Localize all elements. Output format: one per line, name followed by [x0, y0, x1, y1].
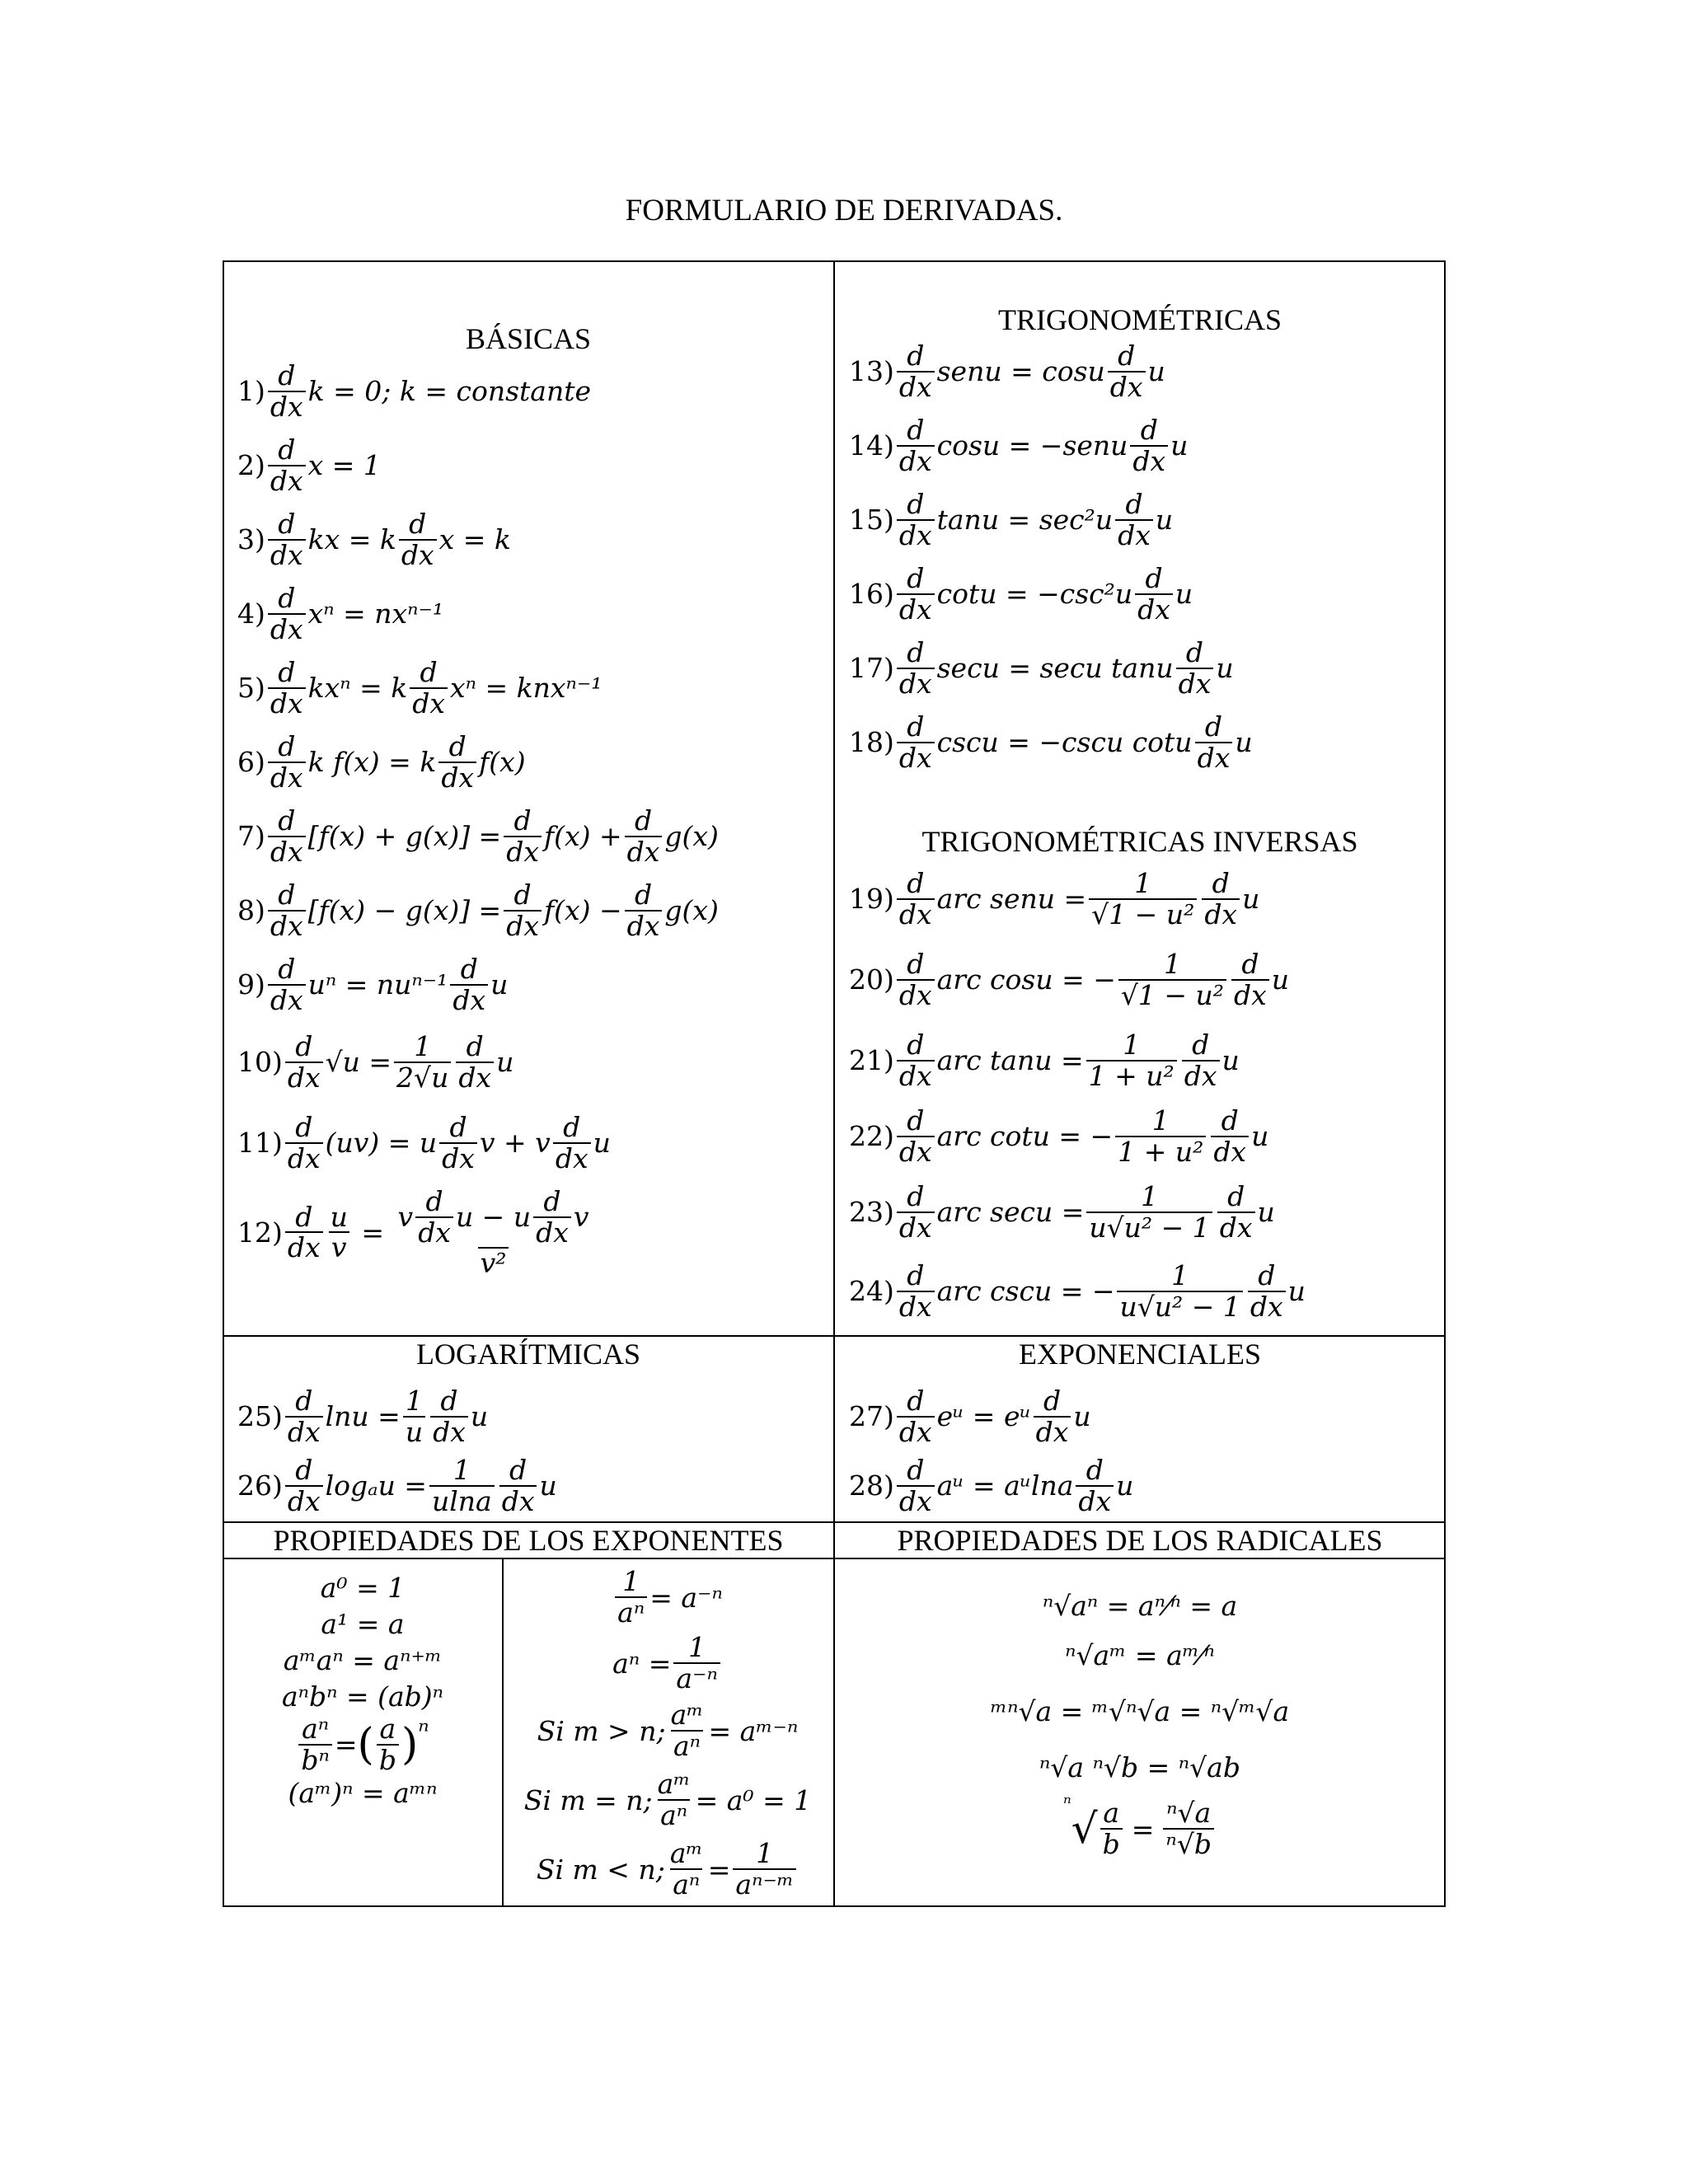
property-row: $\frac{\text{aⁿ}}{\text{bⁿ}}$ = ( $\frac{a}{b}$ ) ⁿ [296, 1714, 429, 1774]
formula-body: u [1287, 1275, 1306, 1308]
formula-row [237, 1455, 557, 1516]
property-row: Si m = n; $\frac{\text{aᵐ}}{\text{aⁿ}}$ = a⁰ = 1 [523, 1768, 812, 1831]
formula-number: 13) [849, 355, 894, 388]
derivative-operator: $\frac{d}{dx}$ [268, 658, 306, 718]
table-divider [223, 1558, 1446, 1559]
derivative-operator: $\frac{d}{dx}$ [1231, 949, 1269, 1010]
formula-number: 3) [237, 523, 265, 556]
formula-body: v + v [479, 1127, 551, 1160]
formula-number: 10) [237, 1046, 283, 1079]
formula-body: k f(x) = k [307, 746, 437, 779]
formula-row [849, 1182, 1275, 1242]
formula-number: 8) [237, 894, 265, 927]
formula-row [849, 341, 1165, 401]
derivative-operator: $\frac{d}{dx}$ [897, 869, 935, 929]
formula-body: tanu = sec²u [936, 504, 1114, 537]
derivative-operator: $\frac{d}{dx}$ [897, 490, 935, 550]
property-row: (aᵐ)ⁿ = aᵐⁿ [288, 1776, 438, 1809]
formula-body: kxⁿ = k [307, 672, 408, 705]
formula-body: [f(x) − g(x)] = [307, 894, 502, 927]
fraction: $\frac{u}{v}$ [330, 1200, 348, 1264]
formula-body: u [1242, 883, 1260, 916]
formula-number: 12) [237, 1216, 283, 1249]
derivative-operator: $\frac{d}{dx}$ [399, 509, 437, 569]
formula-body: f(x) + [543, 820, 622, 853]
formula-number: 4) [237, 598, 265, 630]
derivative-operator: $\frac{d}{dx}$ [1195, 712, 1233, 772]
formula-number: 23) [849, 1196, 894, 1229]
formula-body: arc cscu = − [936, 1275, 1115, 1308]
property-row: aⁿ = $\frac{1}{\text{a⁻ⁿ}}$ [612, 1630, 723, 1696]
formula-number: 21) [849, 1044, 894, 1077]
exponent-properties-basic [224, 1569, 501, 1811]
formula-number: 14) [849, 429, 894, 462]
formula-number: 2) [237, 449, 265, 482]
derivative-operator: $\frac{d}{dx}$ [897, 1030, 935, 1090]
formula-body: u [490, 968, 509, 1001]
formula-row [237, 435, 381, 495]
formula-row [849, 1030, 1240, 1090]
formula-row [237, 361, 591, 421]
derivative-operator: $\frac{d}{dx}$ [897, 1261, 935, 1321]
formula-body: arc tanu = [936, 1044, 1084, 1077]
formula-row [849, 1455, 1133, 1516]
formula-body: f(x) [479, 746, 526, 779]
formula-number: 1) [237, 375, 265, 408]
formula-row [237, 583, 443, 644]
derivative-operator: $\frac{d}{dx}$ [439, 1113, 477, 1173]
derivative-operator: $\frac{d}{dx}$ [897, 1182, 935, 1242]
derivative-operator: $\frac{d}{dx}$ [450, 954, 488, 1015]
property-row: ⁿ√a ⁿ√b = ⁿ√ab [1039, 1750, 1240, 1783]
formula-body: u [1147, 355, 1165, 388]
formula-number: 28) [849, 1469, 894, 1502]
formula-number: 11) [237, 1127, 283, 1160]
formula-row [237, 806, 719, 866]
formula-row [237, 658, 602, 718]
derivative-operator: $\frac{d}{dx}$ [268, 954, 306, 1015]
derivative-operator: $\frac{d}{dx}$ [625, 806, 663, 866]
formula-row [849, 1261, 1306, 1321]
derivative-operator: $\frac{d}{dx}$ [268, 583, 306, 644]
derivative-operator: $\frac{d}{dx}$ [897, 638, 935, 698]
fraction: $\frac{1}{\text{1 + u²}}$ [1086, 1030, 1177, 1090]
radical-properties [835, 1581, 1445, 1866]
formula-body: k = 0; k = constante [307, 375, 591, 408]
formula-body: uⁿ = nuⁿ⁻¹ [307, 968, 448, 1001]
formula-body: cscu = −cscu cotu [936, 726, 1193, 759]
formula-body: arc cotu = − [936, 1120, 1114, 1153]
property-row: ⁿ √ $\frac{a}{b}$ = $\frac{\text{ⁿ√a}}{\text{ⁿ√b}}$ [1063, 1792, 1217, 1866]
formula-body: logₐu = [325, 1469, 427, 1502]
fraction: $\frac{1}{2√u}$ [394, 1032, 451, 1092]
derivative-operator: $\frac{d}{dx}$ [1034, 1386, 1071, 1446]
formula-body: cosu = −senu [936, 429, 1128, 462]
derivative-operator: $\frac{d}{dx}$ [268, 806, 306, 866]
derivative-operator: $\frac{d}{dx}$ [285, 1113, 323, 1173]
formula-number: 5) [237, 672, 265, 705]
derivative-operator: $\frac{d}{dx}$ [285, 1386, 323, 1446]
formula-body: arc senu = [936, 883, 1087, 916]
section-prop-rad: PROPIEDADES DE LOS RADICALES [897, 1524, 1383, 1557]
section-exp: EXPONENCIALES [1019, 1338, 1261, 1371]
derivative-operator: $\frac{d}{dx}$ [285, 1202, 323, 1263]
formula-body: cotu = −csc²u [936, 578, 1133, 611]
formula-body: u [496, 1046, 514, 1079]
formula-body: g(x) [664, 820, 719, 853]
fraction: $\frac{1}{\text{1 + u²}}$ [1115, 1106, 1206, 1166]
derivative-operator: $\frac{d}{dx}$ [897, 949, 935, 1010]
property-row: a¹ = a [321, 1607, 405, 1640]
section-trig: TRIGONOMÉTRICAS [997, 303, 1282, 336]
derivative-operator: $\frac{d}{dx}$ [1182, 1030, 1220, 1090]
formula-body: aᵘ = aᵘlna [936, 1469, 1074, 1502]
derivative-operator: $\frac{d}{dx}$ [1076, 1455, 1114, 1516]
derivative-operator: $\frac{d}{dx}$ [897, 341, 935, 401]
property-row: ⁿ√aᵐ = aᵐ⁄ⁿ [1065, 1638, 1215, 1671]
formula-body: u [1251, 1120, 1269, 1153]
formula-body: x = k [438, 523, 511, 556]
property-row: ⁿ√aⁿ = aⁿ⁄ⁿ = a [1042, 1589, 1238, 1622]
formula-row [849, 490, 1173, 550]
formula-number: 7) [237, 820, 265, 853]
formula-number: 9) [237, 968, 265, 1001]
formula-body: u [470, 1400, 489, 1433]
formula-body: eᵘ = eᵘ [936, 1400, 1031, 1433]
derivative-operator: $\frac{d}{dx}$ [553, 1113, 591, 1173]
formula-row [849, 415, 1188, 476]
fraction: $\frac{1}{\text{u√u² − 1}}$ [1117, 1261, 1242, 1321]
formula-number: 19) [849, 883, 894, 916]
property-row: Si m > n; $\frac{\text{aᵐ}}{\text{aⁿ}}$ = aᵐ⁻ⁿ [537, 1699, 799, 1762]
formula-number: 24) [849, 1275, 894, 1308]
formula-row [849, 638, 1234, 698]
derivative-operator: $\frac{d}{dx}$ [1135, 564, 1173, 624]
formula-body: u [539, 1469, 557, 1502]
derivative-operator: $\frac{d}{dx}$ [625, 880, 663, 940]
formula-body: u [1155, 504, 1174, 537]
derivative-operator: $\frac{d}{dx}$ [1202, 869, 1240, 929]
formula-body: xⁿ = knxⁿ⁻¹ [449, 672, 603, 705]
derivative-operator: $\frac{d}{dx}$ [285, 1455, 323, 1516]
formula-row [849, 1106, 1268, 1166]
formula-row [849, 949, 1289, 1010]
formula-body: u [1170, 429, 1189, 462]
formula-body: [f(x) + g(x)] = [307, 820, 502, 853]
derivative-operator: $\frac{d}{dx}$ [1217, 1182, 1255, 1242]
formula-body: √u = [325, 1046, 392, 1079]
derivative-operator: $\frac{d}{dx}$ [430, 1386, 468, 1446]
page-title: FORMULARIO DE DERIVADAS. [625, 194, 1063, 227]
formula-row [237, 509, 511, 569]
property-row: aᵐaⁿ = aⁿ⁺ᵐ [283, 1643, 443, 1676]
fraction: $\frac{1}{\text{√1 − u²}}$ [1118, 949, 1226, 1010]
exponent-properties-quotient [504, 1564, 832, 1904]
formula-body: arc secu = [936, 1196, 1085, 1229]
formula-body: x = 1 [307, 449, 381, 482]
formula-body: arc cosu = − [936, 963, 1116, 996]
formula-body: u [1073, 1400, 1091, 1433]
derivative-operator: $\frac{d}{dx}$ [897, 1455, 935, 1516]
derivative-operator: $\frac{d}{dx}$ [268, 509, 306, 569]
derivative-operator: $\frac{d}{dx}$ [897, 1106, 935, 1166]
formula-number: 18) [849, 726, 894, 759]
derivative-operator: $\frac{d}{dx}$ [1211, 1106, 1249, 1166]
formula-row [849, 1386, 1091, 1446]
formula-row [237, 954, 508, 1015]
fraction: $\frac{1}{\text{u√u² − 1}}$ [1086, 1182, 1212, 1242]
formula-row [849, 564, 1193, 624]
section-trig-inv: TRIGONOMÉTRICAS INVERSAS [921, 825, 1358, 858]
formula-row [237, 1113, 611, 1173]
formula-body: lnu = [325, 1400, 401, 1433]
formula-body: secu = secu tanu [936, 652, 1174, 685]
section-basicas: BÁSICAS [465, 322, 592, 355]
formula-number: 16) [849, 578, 894, 611]
formula-body: kx = k [307, 523, 396, 556]
derivative-operator: $\frac{d}{dx}$ [897, 415, 935, 476]
formula-body: u [1257, 1196, 1275, 1229]
derivative-operator: $\frac{d}{dx}$ [268, 435, 306, 495]
derivative-operator: $\frac{d}{dx}$ [504, 880, 542, 940]
formula-row [237, 1386, 488, 1446]
derivative-operator: $\frac{d}{dx}$ [410, 658, 448, 718]
formula-body: u [1221, 1044, 1240, 1077]
formula-body: (uv) = u [325, 1127, 438, 1160]
formula-body: senu = cosu [936, 355, 1105, 388]
formula-number: 17) [849, 652, 894, 685]
property-row: $\frac{1}{\text{aⁿ}}$ = a⁻ⁿ [612, 1564, 723, 1630]
formula-row [849, 712, 1253, 772]
derivative-operator: $\frac{d}{dx}$ [268, 361, 306, 421]
derivative-operator: $\frac{d}{dx}$ [1248, 1261, 1286, 1321]
derivative-operator: $\frac{d}{dx}$ [1176, 638, 1214, 698]
derivative-operator: $\frac{d}{dx}$ [499, 1455, 537, 1516]
fraction: $\frac{1}{ulna}$ [429, 1455, 495, 1516]
derivative-operator: $\frac{d}{dx}$ [897, 1386, 935, 1446]
derivative-operator: $\frac{d}{dx}$ [504, 806, 542, 866]
fraction: $\frac{1}{u}$ [403, 1386, 425, 1446]
formula-body: xⁿ = nxⁿ⁻¹ [307, 598, 444, 630]
property-row: ᵐⁿ√a = ᵐ√ⁿ√a = ⁿ√ᵐ√a [990, 1694, 1290, 1727]
formula-row [237, 1032, 513, 1092]
derivative-operator: $\frac{d}{dx}$ [285, 1032, 323, 1092]
section-log: LOGARÍTMICAS [415, 1338, 640, 1371]
derivative-operator: $\frac{d}{dx}$ [268, 880, 306, 940]
formula-body: u [1271, 963, 1290, 996]
property-row: Si m < n; $\frac{\text{aᵐ}}{\text{aⁿ}}$ = $\frac{1}{\text{aⁿ⁻ᵐ}}$ [537, 1835, 799, 1904]
property-row: aⁿbⁿ = (ab)ⁿ [281, 1680, 444, 1713]
formula-body: u [593, 1127, 611, 1160]
formula-number: 20) [849, 963, 894, 996]
formula-number: 27) [849, 1400, 894, 1433]
formula-body: f(x) − [543, 894, 622, 927]
derivative-operator: $\frac{d}{dx}$ [456, 1032, 494, 1092]
derivative-operator: $\frac{d}{dx}$ [1115, 490, 1153, 550]
derivative-operator: $\frac{d}{dx}$ [1130, 415, 1168, 476]
formula-number: 6) [237, 746, 265, 779]
formula-body: u [1235, 726, 1253, 759]
property-row: a⁰ = 1 [320, 1571, 406, 1604]
derivative-operator: $\frac{d}{dx}$ [897, 564, 935, 624]
formula-number: 15) [849, 504, 894, 537]
formula-row [849, 869, 1259, 929]
formula-number: 25) [237, 1400, 283, 1433]
formula-row [237, 732, 526, 792]
fraction: $\frac{1}{\text{√1 − u²}}$ [1089, 869, 1197, 929]
formula-row [237, 880, 719, 940]
quotient-rule-fraction: v $\frac{d}{dx}$ u − u $\frac{d}{dx}$ v v² [397, 1185, 589, 1280]
formula-number: 26) [237, 1469, 283, 1502]
formula-number: 22) [849, 1120, 894, 1153]
derivative-operator: $\frac{d}{dx}$ [897, 712, 935, 772]
derivative-operator: $\frac{d}{dx}$ [438, 732, 476, 792]
derivative-operator: $\frac{d}{dx}$ [1108, 341, 1146, 401]
formula-row: 12) $\frac{d}{dx}$ $\frac{u}{v}$ = v $\frac{d}{dx}$ u − u $\frac{d}{dx}$ v v² [237, 1187, 593, 1278]
derivative-operator: $\frac{d}{dx}$ [268, 732, 306, 792]
section-prop-exp: PROPIEDADES DE LOS EXPONENTES [273, 1524, 784, 1557]
formula-body: g(x) [664, 894, 719, 927]
formula-body: u [1216, 652, 1234, 685]
formula-body: u [1116, 1469, 1134, 1502]
formula-body: u [1175, 578, 1193, 611]
